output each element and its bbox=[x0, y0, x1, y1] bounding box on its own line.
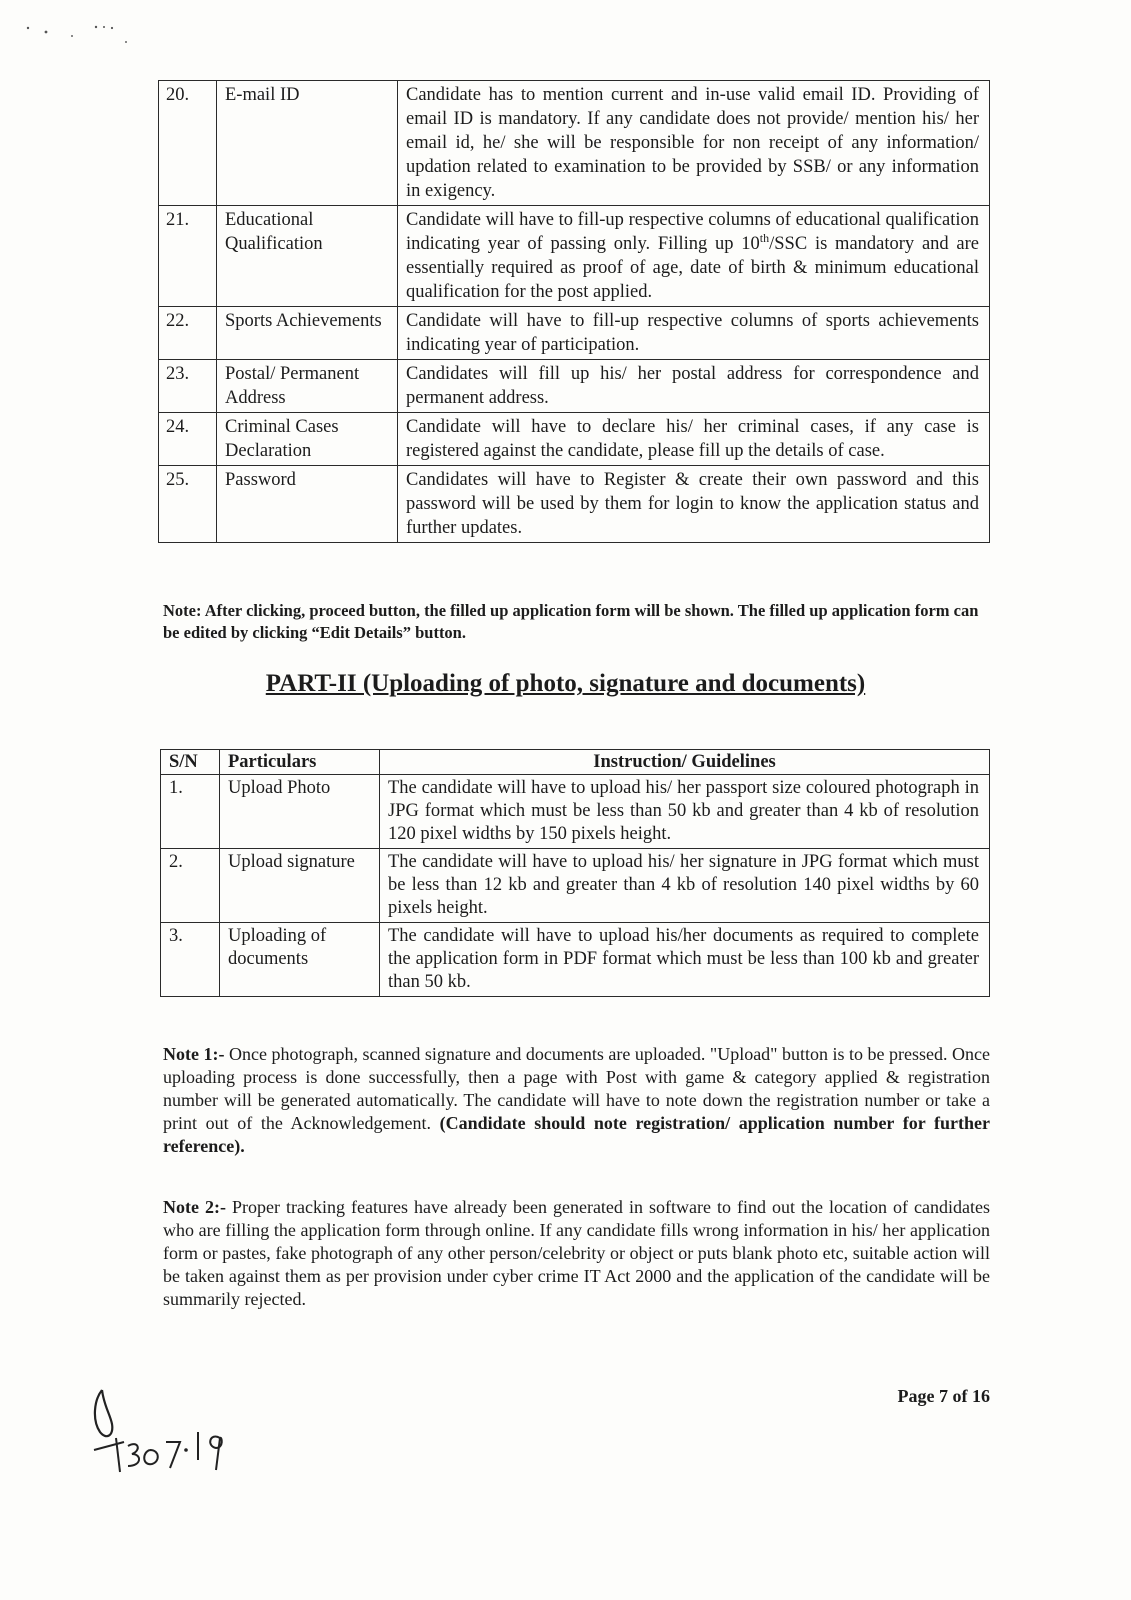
field-description: Candidate will have to fill-up respective columns of sports achievements indicating year of participation. bbox=[398, 307, 990, 360]
note-2-text: Proper tracking features have already been generated in software to find out the location of candidates who are filling the application form through online. If any candidate fills wrong information in his/ her application form or pastes, fake photograph of any other person/celebrity or object or puts blank photo etc, suitable action will be taken against them as per provision under cyber crime IT Act 2000 and the application of the candidate will be summarily rejected. bbox=[163, 1197, 990, 1309]
instruction-text: The candidate will have to upload his/ her signature in JPG format which must be less than 12 kb and greater than 4 kb of resolution 140 pixel widths by 60 pixels height. bbox=[380, 849, 990, 923]
handwritten-initials-signature bbox=[80, 1380, 240, 1480]
field-description: Candidate will have to declare his/ her criminal cases, if any case is registered against the candidate, please fill up the details of case. bbox=[398, 413, 990, 466]
field-name: Educational Qualification bbox=[217, 206, 398, 307]
row-number: 22. bbox=[159, 307, 217, 360]
field-description bbox=[398, 206, 990, 307]
table-row bbox=[159, 307, 990, 360]
row-number: 3. bbox=[161, 923, 220, 997]
row-number: 25. bbox=[159, 466, 217, 543]
field-description: Candidate has to mention current and in-use valid email ID. Providing of email ID is mandatory. If any candidate does not provide/ mention his/ her email id, he/ she will be responsible for non receipt of any information/ updation related to examination to be provided by SSB/ or any information in exigency. bbox=[398, 81, 990, 206]
table-row bbox=[159, 206, 990, 307]
superscript-th: th bbox=[759, 230, 770, 245]
header-particulars: Particulars bbox=[220, 750, 380, 775]
note-2-paragraph bbox=[163, 1196, 990, 1311]
table-row bbox=[161, 849, 990, 923]
page-number: Page 7 of 16 bbox=[897, 1386, 990, 1406]
note-1-bold-tail: (Candidate should note registration/ application number for further reference). bbox=[163, 1113, 990, 1156]
field-description: Candidates will fill up his/ her postal address for correspondence and permanent address. bbox=[398, 360, 990, 413]
row-number: 1. bbox=[161, 775, 220, 849]
instruction-text: The candidate will have to upload his/her documents as required to complete the application form in PDF format which must be less than 100 kb and greater than 50 kb. bbox=[380, 923, 990, 997]
note-1-label: Note 1:- bbox=[163, 1044, 225, 1064]
header-instruction: Instruction/ Guidelines bbox=[380, 750, 990, 775]
row-number: 24. bbox=[159, 413, 217, 466]
header-sn: S/N bbox=[161, 750, 220, 775]
table-header-row bbox=[161, 750, 990, 775]
note-1-paragraph bbox=[163, 1043, 990, 1158]
note-2-label: Note 2:- bbox=[163, 1197, 226, 1217]
table-row bbox=[161, 923, 990, 997]
row-number: 20. bbox=[159, 81, 217, 206]
field-name: E-mail ID bbox=[217, 81, 398, 206]
field-name: Postal/ Permanent Address bbox=[217, 360, 398, 413]
table-row bbox=[159, 360, 990, 413]
instruction-text: The candidate will have to upload his/ her passport size coloured photograph in JPG format which must be less than 50 kb and greater than 4 kb of resolution 120 pixel widths by 150 pixels height. bbox=[380, 775, 990, 849]
upload-table bbox=[160, 749, 990, 997]
particular-name: Upload signature bbox=[220, 849, 380, 923]
particular-name: Upload Photo bbox=[220, 775, 380, 849]
scan-specks bbox=[20, 14, 140, 54]
desc-part-a: Candidate will have to fill-up respective columns of educational qualification indicating year of passing only. Filling up 10 bbox=[406, 210, 979, 254]
row-number: 2. bbox=[161, 849, 220, 923]
row-number: 23. bbox=[159, 360, 217, 413]
table-row bbox=[161, 775, 990, 849]
particular-name: Uploading of documents bbox=[220, 923, 380, 997]
part2-heading: PART-II (Uploading of photo, signature and documents) bbox=[265, 670, 866, 697]
desc-part-b: /SSC is mandatory and are essentially required as proof of age, date of birth & minimum educational qualification for the post applied. bbox=[406, 234, 980, 302]
note-1-text: Once photograph, scanned signature and documents are uploaded. "Upload" button is to be pressed. Once uploading process is done successfully, then a page with Post with game & category applied & registration number will be generated automatically. The candidate will have to note down the registration number or take a print out of the Acknowledgement. bbox=[163, 1044, 990, 1133]
fields-table bbox=[158, 80, 990, 543]
field-description: Candidates will have to Register & create their own password and this password will be used by them for login to know the application status and further updates. bbox=[398, 466, 990, 543]
table-row bbox=[159, 81, 990, 206]
field-name: Criminal Cases Declaration bbox=[217, 413, 398, 466]
field-name: Password bbox=[217, 466, 398, 543]
table-row bbox=[159, 413, 990, 466]
table-row bbox=[159, 466, 990, 543]
row-number: 21. bbox=[159, 206, 217, 307]
field-name: Sports Achievements bbox=[217, 307, 398, 360]
note-proceed: Note: After clicking, proceed button, the filled up application form will be shown. The filled up application form can be edited by clicking “Edit Details” button. bbox=[163, 601, 979, 642]
